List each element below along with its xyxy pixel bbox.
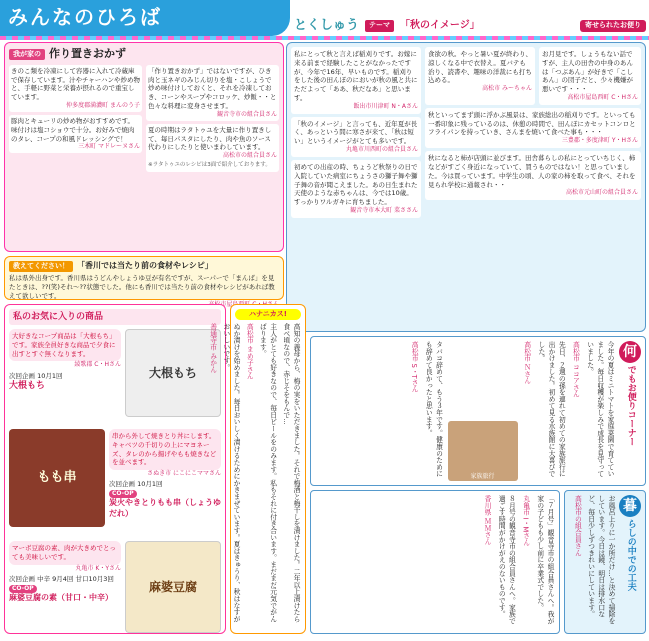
autumn-deco: とくしゅう	[294, 18, 360, 34]
nandemo-text-4: 「７月号」観音寺市の組合員さんへ。我が家の子どもも少し前に卒業式でした。	[535, 495, 554, 625]
product-image-daikon-mochi: 大根もち	[125, 329, 221, 417]
autumn-text-7: 秋になると柿が店頭に並びます。田舎暮らしの私にとっていちじく、柿などがすごく身近になっていて、買うものではない！と思っていました。今は買っています。中学生の頃、人の家の柿を取って食べ、それを見られ学校に通報され・・	[428, 154, 636, 189]
theme-title: 「秋のイメージ」	[400, 20, 480, 32]
autumn-text-1: 私にとって秋と言えば稲刈りです。お嫁に来る前まで経験したことがなかったですが、今年で16年、早いものです。稲刈りをした後の田んぼのにおいが秋の風と共にただよって「ああ、秋だなあ」と思います。	[294, 50, 418, 102]
submitted-label: 寄せられたお便り	[580, 20, 646, 31]
recipe-tag: 我が家の	[9, 49, 45, 60]
favorite-comment-2: 串から外して焼きとり丼にします。キャベツの千切りの上にマヨネーズ、タレのから揚げやもも焼きなどを並べます。	[109, 429, 221, 470]
favorite-item-1	[9, 329, 221, 425]
coop-logo-3: CO-OP	[9, 585, 37, 593]
autumn-source-1: 飯出市川津町 N・Aさん	[353, 102, 418, 110]
recipe-title: 作り置きおかず	[49, 47, 126, 60]
nandemo-text-3: タバコ辞めて、もう３年です。健康のためにも辞めて良かったと思います。	[424, 341, 443, 477]
recipe-section	[4, 42, 284, 252]
favorite-commenter-1: 綾歌郡 C・Hさん	[74, 361, 121, 369]
nandemo-source-2: 高松市 Ｎさん	[522, 341, 531, 384]
ask-question: 「香川では当たり前の食材やレシピ」	[77, 261, 213, 271]
favorites-section	[4, 304, 226, 634]
kurashi-text: お風呂上りに一か所だけ…と決めて掃除をしています。今日は鏡、明日は排水口など、毎日少しずつきれいにしています。	[586, 495, 615, 625]
favorite-schedule-1: 次回企画 10月1回	[9, 371, 63, 380]
recipe-text-4: 夏の時期はラタトゥユを大量に作り置きして、毎日パスタにしたり、肉や魚のソース代わりにしたりと使いまわしています。	[148, 125, 272, 152]
autumn-text-4: 初めての出産の時、ちょうど秋祭りの日で入院していた病室にちょうさの獅子舞や獅子舞の音が聞こえました。あの日生まれた天使のような赤ちゃんは、今では10歳。すっかりワルガキに育ちました。	[294, 163, 418, 207]
favorite-comment-3: マーボ豆腐の素、肉が大きめでとっても美味しいです。	[9, 541, 121, 565]
favorite-commenter-2: さぬき市 にこにこママさん	[147, 470, 221, 478]
recipe-source-3: 観音寺市の組合員さん	[216, 110, 277, 118]
ask-label: 教えてください！	[9, 261, 73, 272]
nandemo-title-kanji: 何	[619, 341, 641, 363]
nandemo-source-3: 高松市 S・Tさん	[410, 341, 419, 393]
nandemo-source-1: 高松市 ココアさん	[571, 341, 580, 398]
nandemo-text-5: ８月号の観音寺市の組合員さんへ。家族で過ごす時間がかけがえのないものです。	[497, 495, 516, 625]
kurashi-source: 高松市の組合員さん	[573, 495, 582, 557]
nandemo-continued	[310, 490, 560, 634]
autumn-source-4: 観音寺市本大町 菜ささん	[350, 206, 418, 214]
kurashi-title: らしの中での工夫	[625, 519, 636, 591]
favorite-name-2: 炭火やきとりもも串（しょうゆだれ）	[109, 498, 221, 518]
product-image-mabo-tofu: 麻婆豆腐	[125, 541, 221, 633]
ask-text: 私は県外出身です。香川県はうどんやしょうゆ豆が有名ですが、スーパーで「まんば」を見たときは、??(笑)それ～??状態でした。他にも香川では当たり前の食材やレシピがあれば教えて欲しいです。	[9, 274, 275, 300]
autumn-text-2: 食欲の秋。やっと暑い夏が終わり、涼しくなる中で衣替え。夏バテも治り、読書や、趣味の洋裁にも打ち込める。	[428, 50, 532, 85]
autumn-section	[286, 42, 646, 332]
product-image-yakitori: もも串	[9, 429, 105, 527]
favorite-schedule-3: 次回企画 中辛 9月4回 甘口10月3回	[9, 574, 114, 583]
nandemo-text-1: 今年の夏はミニトマトを家庭菜園で育てていました。毎日収穫が楽しみで成長を見守っていました。	[585, 341, 614, 477]
autumn-source-5: 高松市屋島西町 C・Hさん	[567, 93, 638, 101]
autumn-source-6: 三豊郡・多度津町 Y・Hさん	[561, 137, 638, 145]
favorite-comment-1: 大好きなコープ商品は「大根もち」です。家族全員好きな商品で夕食に出すとすぐ無くなります。	[9, 329, 121, 361]
recipe-text-2: 豚肉とキューリの炒め物がおすすめです。味付けは塩コショウで十分。お好みで焼肉のタレ、コープの和風ドレッシングで！	[11, 117, 135, 143]
favorite-commenter-3: 丸亀市 K・Yさん	[75, 564, 121, 572]
recipe-source-1: 仲多度郡満濃町 まんのう子	[66, 101, 140, 109]
hana-badge: ハナニカス!	[235, 309, 301, 320]
autumn-heading	[290, 18, 646, 34]
hana-source-1: 高松市 まめ子さん	[245, 323, 254, 380]
favorite-schedule-2: 次回企画 10月1回	[109, 480, 163, 489]
favorite-item-3	[9, 541, 221, 641]
hana-source-2: 善通寺市 みかん	[208, 323, 217, 374]
nandemo-source-5: 香川県 ＭＭさん	[483, 495, 492, 545]
ask-source: 高松市屋島西町	[208, 300, 251, 308]
ask-section	[4, 256, 284, 308]
recipe-note: ※ラタトゥユのレシピは3面で紹介しております。	[148, 162, 271, 169]
kurashi-section	[564, 490, 646, 634]
theme-tag: テーマ	[365, 20, 394, 31]
autumn-text-3: 「秋のイメージ」と言っても、近年夏が長く、あっという間に寒さが来て、「秋は短い」というイメージがとても多いです。	[294, 119, 418, 146]
favorites-title: 私のお気に入りの商品	[13, 312, 104, 322]
kurashi-title-kanji: 暮	[619, 495, 641, 517]
favorite-name-1: 大根もち	[9, 381, 46, 392]
nandemo-source-4: 丸亀市 I・Mさん	[521, 495, 530, 546]
header-stripe	[0, 36, 649, 40]
recipe-text-1: きのこ類を冷凍にして容器に入れて冷蔵庫で保存しています。汁やチャーハンや炒め物と、手軽に野菜と栄養が摂れるので重宝しています。	[11, 66, 140, 102]
autumn-source-3: 丸亀市川西町の組合員さん	[345, 145, 418, 153]
nandemo-title: でもお便りコーナー	[625, 365, 636, 446]
hana-text-1: 高知の義母から、梅の実をいただきました。それで梅酒と梅干しを漬けました。二年以上漬けたら食べ頃なので、赤じそをもんで...	[281, 323, 300, 623]
family-photo: 家族旅行	[448, 421, 518, 481]
recipe-text-3: 「作り置きおかず」ではないですが、ひき肉と玉ネギのみじん切りを塩・こしょうで炒め味付けしておくと、それを冷凍しておき、コーンやスープやコロッケ、炒飯・・と色々な料理に変身させます。	[148, 66, 277, 110]
page-title: みんなのひろば	[8, 5, 162, 29]
hana-text-3: ぬか漬けを始めました。毎日おいしく漬けるためにかきまぜています。夏はきゅうり、秋はなすがおいしいです。	[221, 323, 241, 623]
nandemo-text-2: 先日、２週の孫を連れて初めての家族旅行に出かけました。初めて見る水族館に大喜びでした。	[536, 341, 566, 477]
nandemo-section	[310, 336, 646, 486]
coop-logo-2: CO-OP	[109, 490, 137, 498]
recipe-source-2: 三木町 マドレーヌさん	[78, 143, 140, 151]
autumn-text-6: 秋といってまず頭に浮かぶ風景は、家族総出の稲刈りです。といっても一番印象に残っているのは、休憩の時間で、田んぼにカセットコンロとフライパンを持っていき、さんまを焼いて食べた事も・・・	[428, 110, 636, 137]
autumn-source-2: 高松市 みーちゃん	[482, 85, 532, 93]
favorite-item-2	[9, 429, 221, 537]
autumn-text-5: お月見です。しょうもない話ですが、主人の田舎の中身のあんは「つぶあん」が好きで「こしあん」の団子だと、少々機嫌が悪いです・・・	[542, 50, 633, 94]
autumn-source-7: 高松市元山町の組合員さん	[565, 189, 638, 197]
favorite-name-3: 麻婆豆腐の素（甘口・中辛）	[9, 592, 113, 602]
recipe-source-4: 高松市の組合員さん	[222, 152, 277, 160]
hana-text-2: 主人がとても好きなので、毎日ビールをのみます。私もそれに付き合います。まだまだ元気でがんばります。	[258, 323, 277, 623]
